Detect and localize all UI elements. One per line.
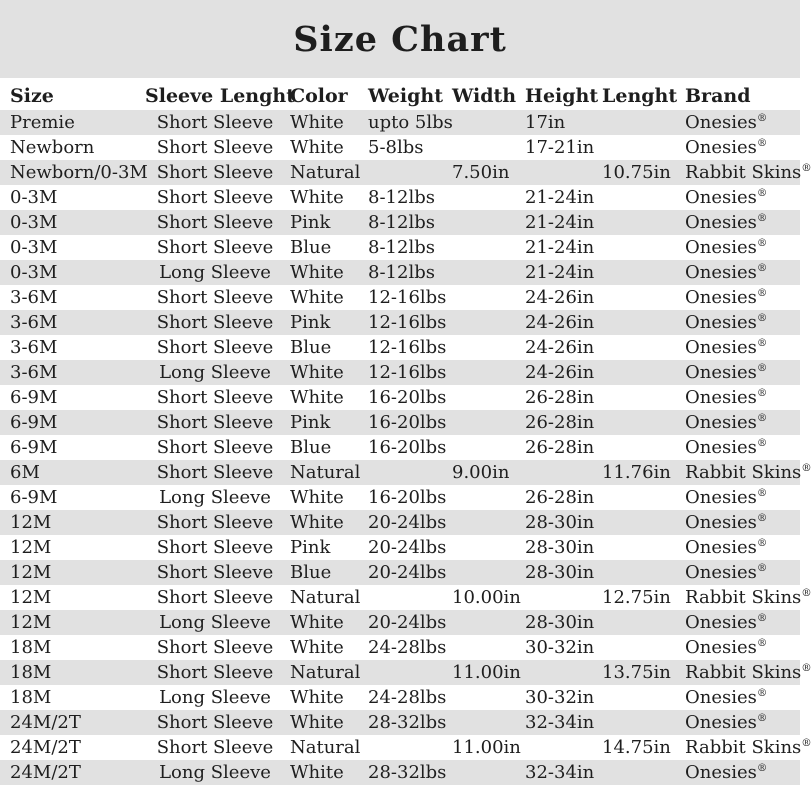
table-cell: Pink — [290, 412, 331, 433]
table-cell — [447, 535, 520, 560]
registered-mark: ® — [756, 412, 768, 424]
registered-mark: ® — [756, 612, 768, 624]
table-cell: 18M — [10, 662, 52, 683]
registered-mark: ® — [756, 762, 768, 774]
table-cell: White — [290, 687, 344, 708]
table-cell: White — [290, 187, 344, 208]
table-cell — [597, 185, 680, 210]
table-cell — [597, 285, 680, 310]
table-cell: 10.75in — [602, 162, 671, 183]
table-row — [0, 460, 800, 485]
table-cell — [447, 710, 520, 735]
table-cell — [520, 160, 597, 185]
table-cell — [597, 760, 680, 785]
table-cell: Onesies® — [685, 262, 768, 283]
table-cell — [597, 435, 680, 460]
table-cell: 28-30in — [525, 562, 595, 583]
table-cell — [447, 335, 520, 360]
table-cell — [597, 410, 680, 435]
table-cell: Onesies® — [685, 287, 768, 308]
registered-mark: ® — [756, 112, 768, 124]
table-cell: 21-24in — [525, 187, 595, 208]
table-cell: White — [290, 387, 344, 408]
table-cell: Short Sleeve — [156, 212, 274, 233]
table-cell — [447, 510, 520, 535]
table-cell: Short Sleeve — [156, 387, 274, 408]
table-cell — [363, 735, 447, 760]
table-cell — [447, 310, 520, 335]
table-cell: Onesies® — [685, 187, 768, 208]
table-cell: 3-6M — [10, 362, 58, 383]
table-cell — [447, 560, 520, 585]
table-cell: Onesies® — [685, 537, 768, 558]
table-cell: Onesies® — [685, 512, 768, 533]
table-cell: Short Sleeve — [156, 662, 274, 683]
table-row — [0, 610, 800, 635]
table-cell — [447, 260, 520, 285]
table-cell: Long Sleeve — [159, 612, 271, 633]
column-header-sleeve-length: Sleeve Lenght — [145, 85, 295, 107]
table-cell: Short Sleeve — [156, 712, 274, 733]
table-cell: Onesies® — [685, 112, 768, 133]
table-cell — [447, 760, 520, 785]
table-cell: Rabbit Skins® — [685, 162, 812, 183]
table-cell: 0-3M — [10, 212, 58, 233]
table-cell: Long Sleeve — [159, 262, 271, 283]
table-cell — [597, 485, 680, 510]
table-cell: Blue — [290, 437, 332, 458]
table-cell: Onesies® — [685, 437, 768, 458]
table-header — [0, 78, 800, 110]
table-cell: Short Sleeve — [156, 587, 274, 608]
registered-mark: ® — [756, 687, 768, 699]
table-row — [0, 760, 800, 785]
table-cell: Long Sleeve — [159, 687, 271, 708]
table-cell — [447, 485, 520, 510]
table-cell: 30-32in — [525, 687, 595, 708]
table-cell — [363, 585, 447, 610]
table-cell: 18M — [10, 637, 52, 658]
table-cell: Natural — [290, 587, 361, 608]
table-cell: Short Sleeve — [156, 462, 274, 483]
table-cell: 12-16lbs — [368, 287, 447, 308]
table-cell: Blue — [290, 237, 332, 258]
table-cell: 26-28in — [525, 487, 595, 508]
table-cell: Pink — [290, 312, 331, 333]
table-cell: Onesies® — [685, 612, 768, 633]
table-row — [0, 535, 800, 560]
table-cell: Newborn/0-3M — [10, 162, 148, 183]
table-cell: 18M — [10, 687, 52, 708]
table-cell: Onesies® — [685, 337, 768, 358]
table-row — [0, 660, 800, 685]
table-cell: White — [290, 712, 344, 733]
table-row — [0, 210, 800, 235]
table-cell: 11.76in — [602, 462, 671, 483]
size-table-body — [0, 110, 812, 785]
table-cell — [363, 660, 447, 685]
table-cell: Short Sleeve — [156, 162, 274, 183]
column-header-weight: Weight — [368, 85, 443, 107]
table-cell — [447, 410, 520, 435]
table-cell: White — [290, 612, 344, 633]
table-row — [0, 485, 800, 510]
registered-mark: ® — [756, 362, 768, 374]
table-cell — [447, 360, 520, 385]
table-row — [0, 310, 800, 335]
table-cell — [447, 135, 520, 160]
registered-mark: ® — [801, 662, 812, 674]
table-cell: White — [290, 762, 344, 783]
table-cell — [520, 460, 597, 485]
table-cell: Onesies® — [685, 712, 768, 733]
registered-mark: ® — [756, 512, 768, 524]
table-cell: Onesies® — [685, 362, 768, 383]
table-cell: 8-12lbs — [368, 187, 435, 208]
column-header-size: Size — [10, 85, 54, 107]
table-cell: 0-3M — [10, 262, 58, 283]
table-cell: 5-8lbs — [368, 137, 424, 158]
table-cell: Onesies® — [685, 412, 768, 433]
table-cell: 3-6M — [10, 337, 58, 358]
table-cell: 28-30in — [525, 512, 595, 533]
table-cell: Onesies® — [685, 637, 768, 658]
column-header-width: Width — [452, 85, 517, 107]
table-cell: 12M — [10, 537, 52, 558]
table-cell: 26-28in — [525, 387, 595, 408]
table-cell: 12M — [10, 562, 52, 583]
table-cell: 17in — [525, 112, 566, 133]
table-cell: Pink — [290, 537, 331, 558]
table-cell: 6-9M — [10, 412, 58, 433]
table-cell: 24-26in — [525, 337, 595, 358]
table-cell: 8-12lbs — [368, 237, 435, 258]
table-cell: 0-3M — [10, 237, 58, 258]
table-cell: 16-20lbs — [368, 387, 447, 408]
table-cell: Short Sleeve — [156, 187, 274, 208]
table-cell — [447, 435, 520, 460]
table-cell: Natural — [290, 462, 361, 483]
table-cell: 24-28lbs — [368, 687, 447, 708]
size-chart-table — [0, 78, 812, 785]
table-cell — [520, 585, 597, 610]
table-cell: Long Sleeve — [159, 487, 271, 508]
table-cell: 16-20lbs — [368, 487, 447, 508]
table-cell: Onesies® — [685, 487, 768, 508]
table-cell: 20-24lbs — [368, 612, 447, 633]
registered-mark: ® — [756, 437, 768, 449]
table-cell: 11.00in — [452, 662, 521, 683]
table-cell: Long Sleeve — [159, 362, 271, 383]
table-cell: Onesies® — [685, 387, 768, 408]
table-cell: Rabbit Skins® — [685, 462, 812, 483]
table-cell: Natural — [290, 737, 361, 758]
table-cell: 12M — [10, 587, 52, 608]
table-cell: Rabbit Skins® — [685, 587, 812, 608]
table-cell: 11.00in — [452, 737, 521, 758]
table-cell — [597, 685, 680, 710]
table-cell — [363, 160, 447, 185]
title-band — [0, 0, 800, 78]
table-cell: 24M/2T — [10, 737, 81, 758]
table-row — [0, 735, 800, 760]
table-cell — [597, 360, 680, 385]
table-cell: 32-34in — [525, 712, 595, 733]
table-cell: 26-28in — [525, 412, 595, 433]
table-cell — [447, 110, 520, 135]
table-row — [0, 135, 800, 160]
table-cell: 20-24lbs — [368, 512, 447, 533]
table-row — [0, 110, 800, 135]
table-cell — [597, 310, 680, 335]
registered-mark: ® — [756, 262, 768, 274]
table-cell: 21-24in — [525, 237, 595, 258]
table-cell: 30-32in — [525, 637, 595, 658]
table-cell: White — [290, 637, 344, 658]
table-cell: Onesies® — [685, 687, 768, 708]
table-cell — [447, 285, 520, 310]
registered-mark: ® — [756, 562, 768, 574]
table-cell: Onesies® — [685, 237, 768, 258]
table-cell: White — [290, 137, 344, 158]
table-cell: 0-3M — [10, 187, 58, 208]
table-cell: Short Sleeve — [156, 337, 274, 358]
table-cell — [520, 735, 597, 760]
table-cell: Newborn — [10, 137, 95, 158]
table-cell: White — [290, 262, 344, 283]
table-row — [0, 235, 800, 260]
registered-mark: ® — [756, 312, 768, 324]
table-cell: 26-28in — [525, 437, 595, 458]
table-cell — [597, 335, 680, 360]
table-cell: 12-16lbs — [368, 312, 447, 333]
table-cell: 6-9M — [10, 487, 58, 508]
table-cell: 24-26in — [525, 312, 595, 333]
table-cell: 6M — [10, 462, 40, 483]
table-cell: White — [290, 112, 344, 133]
registered-mark: ® — [756, 137, 768, 149]
table-cell — [597, 135, 680, 160]
table-cell: 24-26in — [525, 362, 595, 383]
registered-mark: ® — [756, 537, 768, 549]
table-cell — [597, 510, 680, 535]
table-row — [0, 435, 800, 460]
table-cell: 10.00in — [452, 587, 521, 608]
table-cell: 12.75in — [602, 587, 671, 608]
table-cell: 28-30in — [525, 537, 595, 558]
table-cell — [447, 210, 520, 235]
table-cell: 17-21in — [525, 137, 595, 158]
table-cell: 6-9M — [10, 437, 58, 458]
table-cell: 21-24in — [525, 262, 595, 283]
registered-mark: ® — [756, 337, 768, 349]
table-cell: White — [290, 362, 344, 383]
table-cell: Short Sleeve — [156, 637, 274, 658]
table-cell: White — [290, 487, 344, 508]
table-cell — [597, 535, 680, 560]
table-cell: Short Sleeve — [156, 312, 274, 333]
table-cell: 16-20lbs — [368, 412, 447, 433]
table-cell — [597, 610, 680, 635]
table-cell: Short Sleeve — [156, 737, 274, 758]
table-cell: Blue — [290, 562, 332, 583]
table-cell: 24M/2T — [10, 762, 81, 783]
table-cell: Natural — [290, 662, 361, 683]
table-cell — [597, 710, 680, 735]
registered-mark: ® — [801, 587, 812, 599]
table-cell — [447, 685, 520, 710]
table-cell: 24-28lbs — [368, 637, 447, 658]
registered-mark: ® — [756, 187, 768, 199]
table-cell — [597, 385, 680, 410]
table-cell — [597, 235, 680, 260]
table-cell: Short Sleeve — [156, 437, 274, 458]
table-cell: Premie — [10, 112, 75, 133]
table-cell: 20-24lbs — [368, 562, 447, 583]
table-cell: upto 5lbs — [368, 112, 453, 133]
table-cell: Onesies® — [685, 137, 768, 158]
table-cell: Onesies® — [685, 312, 768, 333]
table-cell: Short Sleeve — [156, 562, 274, 583]
registered-mark: ® — [756, 287, 768, 299]
table-cell: 12M — [10, 512, 52, 533]
table-cell: 8-12lbs — [368, 262, 435, 283]
registered-mark: ® — [801, 162, 812, 174]
table-cell: 3-6M — [10, 312, 58, 333]
table-cell: 12-16lbs — [368, 362, 447, 383]
table-cell — [447, 385, 520, 410]
table-cell: 24-26in — [525, 287, 595, 308]
table-row — [0, 285, 800, 310]
registered-mark: ® — [756, 712, 768, 724]
table-cell: 3-6M — [10, 287, 58, 308]
table-cell: Onesies® — [685, 562, 768, 583]
table-row — [0, 635, 800, 660]
table-cell — [597, 635, 680, 660]
table-row — [0, 335, 800, 360]
registered-mark: ® — [756, 387, 768, 399]
table-cell: Blue — [290, 337, 332, 358]
table-cell: 28-30in — [525, 612, 595, 633]
table-cell: 8-12lbs — [368, 212, 435, 233]
table-cell: 28-32lbs — [368, 712, 447, 733]
table-cell — [447, 610, 520, 635]
header-row — [0, 78, 800, 110]
column-header-brand: Brand — [685, 85, 751, 107]
table-cell: 13.75in — [602, 662, 671, 683]
table-cell: Pink — [290, 212, 331, 233]
table-cell: 21-24in — [525, 212, 595, 233]
table-cell — [447, 185, 520, 210]
table-cell: Onesies® — [685, 212, 768, 233]
table-cell: 20-24lbs — [368, 537, 447, 558]
table-cell: 6-9M — [10, 387, 58, 408]
table-cell: Short Sleeve — [156, 512, 274, 533]
table-cell: 12M — [10, 612, 52, 633]
table-cell — [597, 260, 680, 285]
table-row — [0, 410, 800, 435]
table-cell — [597, 560, 680, 585]
table-cell — [447, 635, 520, 660]
table-cell: Natural — [290, 162, 361, 183]
table-row — [0, 160, 800, 185]
table-cell: 28-32lbs — [368, 762, 447, 783]
registered-mark: ® — [801, 462, 812, 474]
table-row — [0, 360, 800, 385]
table-row — [0, 710, 800, 735]
table-cell: Rabbit Skins® — [685, 737, 812, 758]
table-cell: White — [290, 287, 344, 308]
table-row — [0, 585, 800, 610]
table-row — [0, 260, 800, 285]
registered-mark: ® — [756, 237, 768, 249]
registered-mark: ® — [756, 212, 768, 224]
table-cell: Short Sleeve — [156, 412, 274, 433]
table-cell: Rabbit Skins® — [685, 662, 812, 683]
column-header-height: Height — [525, 85, 599, 107]
table-cell: White — [290, 512, 344, 533]
table-row — [0, 510, 800, 535]
table-cell: 9.00in — [452, 462, 510, 483]
table-cell — [447, 235, 520, 260]
table-cell — [597, 110, 680, 135]
table-cell: Long Sleeve — [159, 762, 271, 783]
table-row — [0, 685, 800, 710]
column-header-length: Lenght — [602, 85, 678, 107]
table-cell — [597, 210, 680, 235]
registered-mark: ® — [801, 737, 812, 749]
column-header-color: Color — [290, 85, 348, 107]
table-cell — [363, 460, 447, 485]
table-cell: 12-16lbs — [368, 337, 447, 358]
table-cell: 16-20lbs — [368, 437, 447, 458]
page-title: Size Chart — [293, 18, 507, 60]
table-cell: 7.50in — [452, 162, 510, 183]
table-row — [0, 185, 800, 210]
table-cell: Short Sleeve — [156, 537, 274, 558]
table-cell: 32-34in — [525, 762, 595, 783]
registered-mark: ® — [756, 637, 768, 649]
table-cell: 14.75in — [602, 737, 671, 758]
table-cell: Short Sleeve — [156, 112, 274, 133]
table-cell: Short Sleeve — [156, 137, 274, 158]
table-cell: Short Sleeve — [156, 287, 274, 308]
table-cell — [520, 660, 597, 685]
table-cell: 24M/2T — [10, 712, 81, 733]
table-cell: Onesies® — [685, 762, 768, 783]
table-row — [0, 385, 800, 410]
table-cell: Short Sleeve — [156, 237, 274, 258]
registered-mark: ® — [756, 487, 768, 499]
table-row — [0, 560, 800, 585]
